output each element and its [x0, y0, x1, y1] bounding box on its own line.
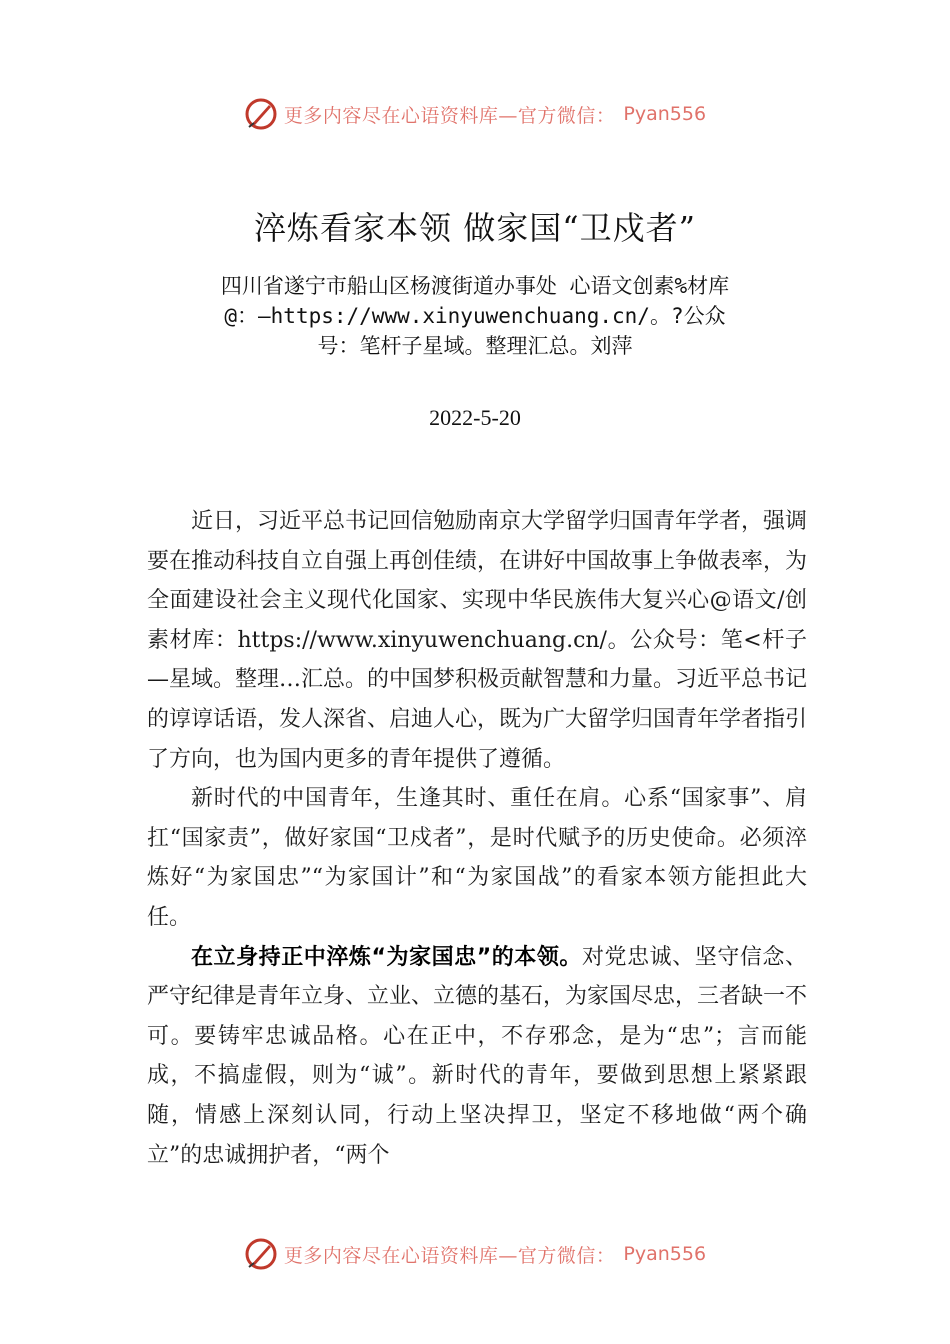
- banner-text: 更多内容尽在心语资料库—官方微信：: [283, 104, 616, 127]
- banner-wechat-id: Pyan556: [623, 1243, 707, 1265]
- footer-banner: [0, 1232, 950, 1276]
- page-title: 淬炼看家本领 做家国“卫戍者”: [254, 209, 696, 247]
- quill-logo-icon: [244, 1237, 278, 1271]
- quill-logo-icon: [244, 97, 278, 131]
- banner-text: 更多内容尽在心语资料库—官方微信：: [283, 1244, 616, 1267]
- paragraph: [147, 502, 807, 779]
- article-body: [147, 502, 807, 1175]
- paragraph-text: 近日，习近平总书记回信勉励南京大学留学归国青年学者，强调要在推动科技自立自强上再创佳绩，在讲好中国故事上争做表率，为全面建设社会主义现代化国家、实现中华民族伟大复兴心@语文/创素材库：https://www.xinyuwenchuang.cn/。公众号：笔<杆子—星域。整理…汇总。的中国梦积极贡献智慧和力量。习近平总书记的谆谆话语，发人深省、启迪人心，既为广大留学归国青年学者指引了方向，也为国内更多的青年提供了遵循。: [147, 509, 808, 772]
- paragraph-text: 新时代的中国青年，生逢其时、重任在肩。心系“国家事”、肩扛“国家责”，做好家国“卫戍者”，是时代赋予的历史使命。必须淬炼好“为家国忠”“为家国计”和“为家国战”的看家本领方能担此大任。: [147, 786, 807, 930]
- paragraph-lead: 在立身持正中淬炼“为家国忠”的本领。: [191, 944, 582, 970]
- header-banner: [0, 92, 950, 136]
- paragraph: [147, 938, 807, 1176]
- publish-date: 2022-5-20: [429, 405, 521, 430]
- author-byline: 四川省遂宁市船山区杨渡街道办事处 心语文创素%材库@：—https://www.xinyuwenchuang.cn/。?公众号：笔杆子星域。整理汇总。刘萍: [220, 274, 730, 358]
- banner-wechat-id: Pyan556: [623, 103, 707, 125]
- paragraph: [147, 779, 807, 937]
- paragraph-text: 对党忠诚、坚守信念、严守纪律是青年立身、立业、立德的基石，为家国尽忠，三者缺一不可。要铸牢忠诚品格。心在正中，不存邪念，是为“忠”；言而能成，不搞虚假，则为“诚”。新时代的青年，要做到思想上紧紧跟随，情感上深刻认同，行动上坚决捍卫，坚定不移地做“两个确立”的忠诚拥护者，“两个: [147, 944, 808, 1168]
